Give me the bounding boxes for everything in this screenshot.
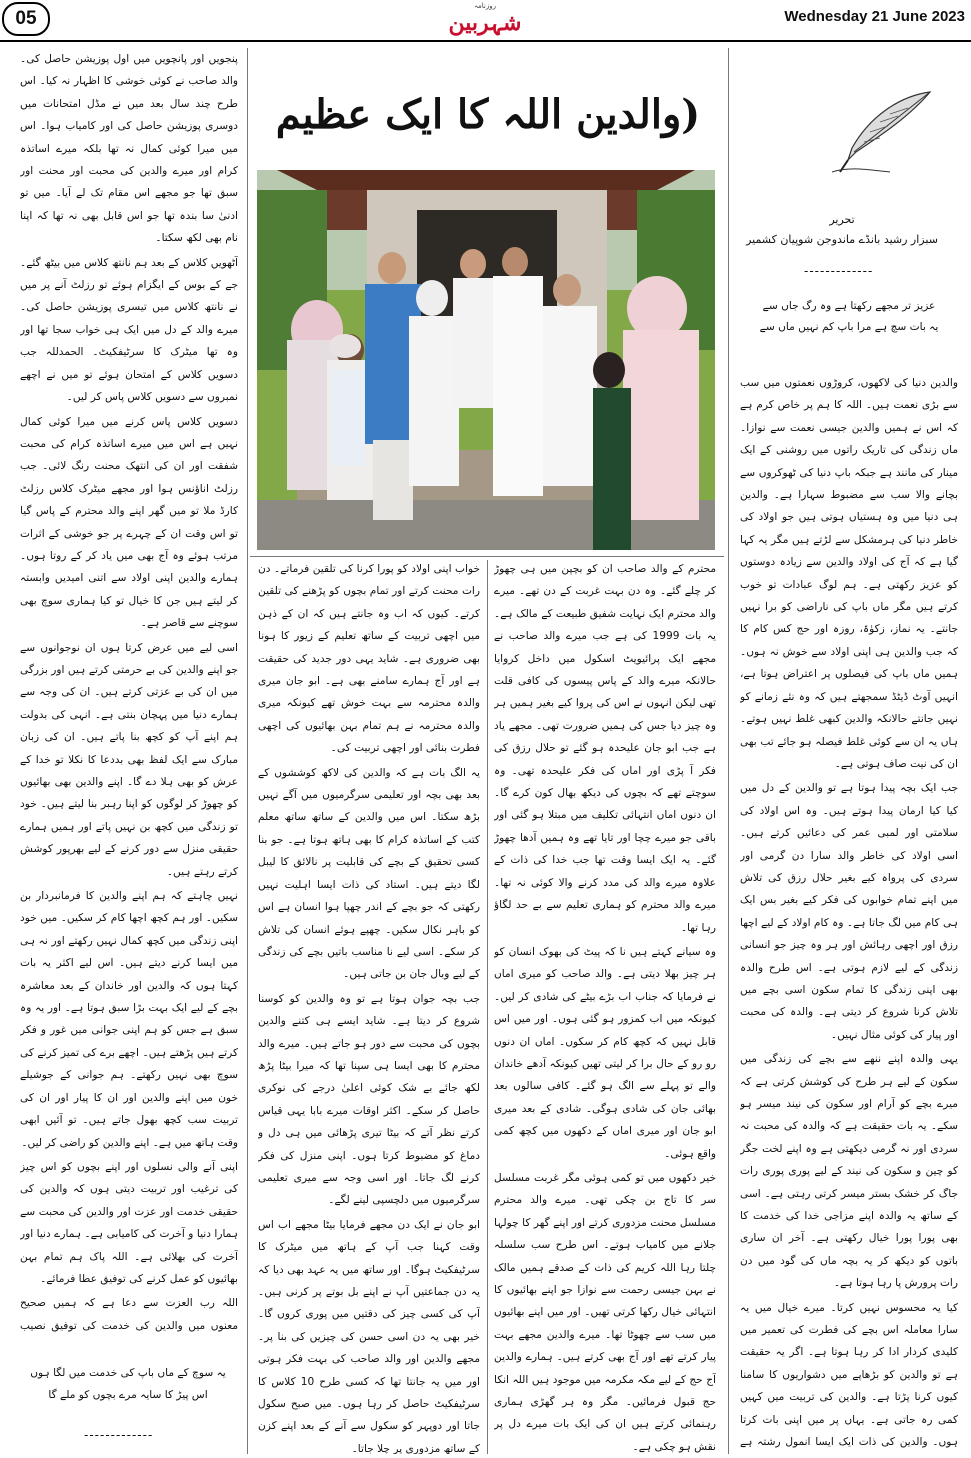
verse-line: یہ بات سچ ہے مرا باپ کم نہیں ماں سے bbox=[759, 321, 939, 333]
byline-author: سبزار رشید بانڈے ماندوجن شوپیان کشمیر bbox=[746, 233, 938, 246]
photo-rule bbox=[250, 556, 724, 557]
verse-block bbox=[742, 296, 956, 338]
paragraph: وہ سیانے کہتے ہیں نا کہ پیٹ کی بھوک انسان کو ہر چیز بھلا دیتی ہے۔ والد صاحب کو میری اماں نے فرمایا کہ جناب اب بڑے بیٹے کی شادی کر لیں۔ کیونکہ میں اب کمزور ہو گئی ہوں۔ اور میں اس قابل نہیں کہ کچھ کام کر سکوں۔ اماں ان دنوں رو رو کے حال برا کر لیتی تھیں کیونکہ آدھے خاندان والے تو پہلے سے الگ ہو گئے۔ کافی سالوں بعد بھائی جان کی شادی ہوگی۔ شادی کے بعد میری ابو جان اور میری اماں کے دکھوں میں کچھ کمی واقع ہوئی۔ bbox=[494, 945, 716, 1160]
article-column-right bbox=[740, 372, 958, 1454]
paragraph: اللہ رب العزت سے دعا ہے کہ ہمیں صحیح معنوں میں والدین کی خدمت کی توفیق نصیب bbox=[20, 1297, 238, 1332]
article-photo bbox=[257, 170, 715, 550]
paragraph: ابو جان نے ایک دن مجھے فرمایا بیٹا مجھے اب اس وقت کہنا جب آپ کے ہاتھ میں میٹرک کا سرٹیفکیٹ ہوگا۔ اور ساتھ میں یہ عہد بھی دیا کہ یہ دن جماعتیں آپ نے اپنے بل بوتے پر کرنی ہیں۔ آپ کی کسی چیز کی دقتیں میں پوری کروں گا۔ خیر بھی یہ دن اسی حسن کی چیزیں کی بنا پر۔ مجھے والدین اور والد صاحب کی بہت فکر ہوتی اور میں یہ جانتا تھا کہ کسی طرح 10 کلاس کا سرٹیفکیٹ حاصل کر رہا ہوں۔ میں صبح سکول جاتا اور دوپہر کو سکول سے آنے کے بعد اپنے کزن کے ساتھ مزدوری پر چلا جاتا۔ bbox=[258, 1218, 480, 1454]
article-column-mid-left bbox=[258, 558, 480, 1454]
issue-date: Wednesday 21 June 2023 bbox=[784, 8, 965, 25]
verse-line: عزیز تر مجھے رکھتا ہے وہ رگ جاں سے bbox=[762, 300, 936, 312]
article-column-mid-right bbox=[494, 558, 716, 1454]
paragraph: جب ایک بچہ پیدا ہوتا ہے تو والدین کے دل میں کیا کیا ارمان پیدا ہوتے ہیں۔ وہ اس اولاد کی سلامتی اور لمبی عمر کی دعائیں کرتے ہیں۔ اسی اولاد کی خاطر والد سارا دن گرمی اور سردی کی پرواہ کیے بغیر حلال رزق کی تلاش میں اپنے تمام خوابوں کی فکر کیے بغیر بس ایک ہی کام میں لگ جاتا ہے۔ وہ کام اولاد کے لیے اچھا رزق اور اچھی رہائش اور ہر وہ چیز جو انسانی زندگی کے لیے لازم ہوتی ہے۔ اس طرح والدہ بھی اپنی زندگی کا تمام سکون اسی بچے میں تلاش کرنا شروع کر دیتی ہے۔ والدہ کی محبت اور پیار کی کوئی مثال نہیں۔ bbox=[740, 782, 958, 1041]
page-number: 05 bbox=[2, 2, 50, 36]
article-column-left bbox=[20, 48, 238, 1338]
column-rule bbox=[487, 560, 488, 1454]
paragraph: دسویں کلاس پاس کرنے میں میرا کوئی کمال نہیں ہے اس میں میرے اساتذہ کرام کی محبت شفقت اور ان کی انتھک محنت رنگ لائی۔ جب رزلٹ اناؤنس ہوا اور مجھے میٹرک کلاس رزلٹ کارڈ ملا تو میں گھر اپنے والد محترم کے پاس گیا تو اس وقت ان کے چہرے پر جو خوشی کے اثرات مرتب ہوئے وہ آج بھی میں یاد کر کے روتا ہوں۔ ہمارے والدین اپنی اولاد سے اتنی امیدیں وابستہ کر لیتے ہیں جن کا خیال تو کیا ہماری سوچ بھی سوچنے سے قاصر ہے۔ bbox=[20, 415, 238, 630]
byline bbox=[742, 210, 942, 250]
quill-icon bbox=[830, 86, 940, 176]
paragraph: یہ الگ بات ہے کہ والدین کی لاکھ کوششوں کے بعد بھی بچہ اور تعلیمی سرگرمیوں میں آگے نہیں بڑھ سکتا۔ اس میں والدین کے ساتھ ساتھ معلم کتب کے اساتذہ کرام کا بھی ہاتھ ہوتا ہے۔ جو بنا کسی تحقیق کے بچے کی قابلیت پر نالائق کا لیبل لگا دیتے ہیں۔ استاد کی ذات ایسا اہلیت نہیں رکھتی کہ جو بچے کے اندر چھپا ہوا انسان ہے اس کو باہر نکال سکیں۔ چھپے ہوئے انسان کی تلاش کر سکے۔ اسی لیے نا مناسب باتیں بچے کی زندگی کے لیے وبال جان بن جاتی ہیں۔ bbox=[258, 766, 480, 981]
paragraph: آٹھویں کلاس کے بعد ہم نانتھ کلاس میں بیٹھ گئے۔ جے کے بوس کے ایگزام ہوئے تو رزلٹ آنے پر میں نے نانتھ کلاس میں تیسری پوزیشن حاصل کی۔ میرے والد کے دل میں ایک ہی خواب سجا تھا اور وہ تھا میٹرک کا سرٹیفکیٹ۔ الحمدللہ جب دسویں کلاس کے امتحان ہوئے تو میں نے اچھے نمبروں سے دسویں کلاس پاس کر لیں۔ bbox=[20, 256, 238, 404]
paragraph: نہیں چاہتے کہ ہم اپنے والدین کا فرمانبردار بن سکیں۔ اور ہم کچھ اچھا کام کر سکیں۔ میں خود اپنی زندگی میں کچھ کمال نہیں رکھتے اور نہ ہی میں ایسا کرنے دیتے ہیں۔ اس لیے اکثر یہ بات کہتا ہوں کہ والدین اور خاندان کے بعد معاشرہ بچے کے لیے ایک بہت بڑا سبق ہوتا ہے۔ اور یہ وہ سبق ہے جس کو ہم اپنی جوانی میں غور و فکر کرتے ہیں پڑھتے ہیں۔ اچھے برے کی تمیز کرنے کی سوچ بھی نہیں رکھتے۔ ہم جوانی کے جوشیلے خون میں اپنے والدین اور ان کا پیار اور ان کی تربیت سب کچھ بھول جاتے ہیں۔ تو آئیں ابھی وقت ہاتھ میں ہے۔ اپنے والدین کو راضی کر لیں۔ bbox=[20, 890, 238, 1149]
paragraph: خواب اپنی اولاد کو پورا کرنا کی تلقین فرماتے۔ دن رات محنت کرتے اور تمام بچوں کو پڑھنے کی تلقین کرتے۔ کیوں کہ اب وہ جانتے ہیں کہ ان کے ذہن میں اچھی تربیت کے ساتھ تعلیم کے زیور کا ہونا بھی ضروری ہے۔ شاید یہی دور جدید کی حقیقت ہے اور آج ہمارے سامنے بھی ہے۔ ابو جان میری والدہ محترمہ سے بہت خوش تھے کیونکہ میری والدہ محترمہ نے ہم تمام بہن بھائیوں کی اچھی فطرت بنائی اور اچھی تربیت کی۔ bbox=[258, 563, 480, 755]
paragraph: یہی والدہ اپنے ننھے سے بچے کی زندگی میں سکون کے لیے ہر طرح کی کوشش کرتی ہے کہ میرے بچے کو آرام اور سکون کی نیند میسر ہو سکے۔ یہ بات حقیقت ہے کہ والدہ کی محبت نہ سردی اور نہ گرمی دیکھتی ہے وہ اپنے لخت جگر کو چین و سکون کی نیند کے لیے پوری پوری رات جاگ کر خشک بستر میسر کرتی رہتی ہے۔ اسی کے ساتھ یہ والدہ اپنے مزاجی خدا کی خدمت کا بھی پورا پورا خیال رکھتی ہے۔ آخر ان ساری باتوں کو دیکھ کر یہ بچہ ماں کی گود میں دن رات پرورش پا رہا ہوتا ہے۔ bbox=[740, 1053, 958, 1290]
masthead bbox=[420, 2, 550, 38]
column-rule bbox=[728, 48, 729, 1454]
family-photo-image bbox=[257, 170, 715, 550]
separator-dashes: ------------- bbox=[804, 264, 874, 278]
paragraph: خیر دکھوں میں تو کمی ہوئی مگر غربت مسلسل سر کا تاج بن چکی تھی۔ میرے والد محترم مسلسل محنت مزدوری کرتے اور اپنے گھر کا چولہا جلانے میں کامیاب ہوتے۔ اس طرح سب سلسلہ چلتا رہا اللہ کریم کی ذات کے صدقے ہمیں مالک نے بہن جیسی رحمت سے نوازا جو اپنے بھائیوں کا انتہائی خیال رکھا کرتی تھیں۔ اور میں اپنے بھائیوں میں سب سے چھوٹا تھا۔ میرے والدین مجھے بہت پیار کرتے تھے اور آج بھی کرتے ہیں۔ ہمارے والدین آج حج کے لیے مکہ مکرمہ میں موجود ہیں اللہ انکا حج قبول فرمائیں۔ مگر وہ ہر گھڑی ہماری رہنمائی کرتے ہیں ان کی ایک بات میرے دل پر نقش ہو چکی ہے۔ bbox=[494, 1171, 716, 1453]
closing-dashes: ------------- bbox=[84, 1428, 154, 1442]
paragraph: اسی لیے میں عرض کرتا ہوں ان نوجوانوں سے جو اپنے والدین کی بے حرمتی کرتے ہیں اور بزرگی میں ان کی بے عزتی کرتے ہیں۔ ان کی وجہ سے ہمارے دنیا میں پہچان بنتی ہے۔ انہی کی بدولت ہم اپنے آپ کو کچھ بنا پاتے ہیں۔ ان کی زبان مبارک سے ایک لفظ بھی بددعا کا نکلا تو خدا کے عرش کو بھی ہلا دے گا۔ اپنے والدین بھی بھائیوں کو چھوڑ کر لوگوں کو اپنا رہبر بنا لیتے ہیں۔ خود تو زندگی میں کچھ بن نہیں پاتے اور ہمیں ہمارے حقیقی منزل سے دور کرنے کے لیے بھرپور کوشش کرتے رہتے ہیں۔ bbox=[20, 641, 238, 878]
closing-line: اس پیڑ کا سایہ مرے بچوں کو ملے گا bbox=[48, 1389, 208, 1401]
column-rule bbox=[247, 48, 248, 1454]
paragraph: اپنی آنے والی نسلوں اور اپنے بچوں کو اس چیز کی ترغیب اور تربیت دیتی ہوں کہ والدین کی حقیقی خدمت اور عزت اور والدین کی محبت سے ہمارا دنیا و آخرت کی کامیابی ہے۔ ہمارے دنیا اور آخرت کی بھلائی ہے۔ اللہ پاک ہم تمام بہن بھائیوں کو عمل کرنے کی توفیق عطا فرمائے۔ bbox=[20, 1160, 238, 1285]
closing-verse bbox=[20, 1362, 236, 1406]
masthead-tagline: روزنامہ bbox=[473, 2, 497, 10]
byline-label: تحریر bbox=[829, 213, 855, 226]
page-header bbox=[0, 0, 971, 42]
headline: (والدین اللہ کا ایک عظیم bbox=[275, 91, 701, 138]
paragraph: جب بچہ جوان ہوتا ہے تو وہ والدین کو کوسنا شروع کر دیتا ہے۔ شاید ایسے ہی کتنے والدین بچوں کی محبت سے دور ہو جاتے ہیں۔ میرے والد محترم کا بھی ایسا ہی سپنا تھا کہ میرا بیٹا پڑھ لکھ جائے بے شک کوئی اعلیٰ درجے کی نوکری حاصل کر سکے۔ اکثر اوقات میرے بابا یہی قیاس کرتے نظر آتے کہ بیٹا تیری پڑھائی میں ہی دل و دماغ کو مضبوط کرتا ہوں۔ اپنی منزل کی فکر کرنے لگ جاتا۔ اور اسی وجہ سے میری تعلیمی سرگرمیوں میں دلچسپی لینے لگے۔ bbox=[258, 992, 480, 1207]
paragraph: والدین دنیا کی لاکھوں، کروڑوں نعمتوں میں سب سے بڑی نعمت ہیں۔ اللہ کا ہم پر خاص کرم ہے کہ اس نے ہمیں والدین جیسی نعمت سے نوازا۔ ماں زندگی کی تاریک راتوں میں روشنی کے ایک مینار کی مانند ہے جبکہ باپ دنیا کی ٹھوکروں سے بچانے والا سب سے مضبوط سہارا ہے۔ والدین ہی دنیا میں وہ ہستیاں ہوتی ہیں جو اولاد کی خاطر دنیا کی ہرمشکل سے لڑتے ہیں مگر یہ کہا گیا ہے کہ آج کی اولاد والدین سے زیادہ دوستوں کو عزیز رکھتی ہے۔ ہم لوگ عبادات تو خوب کرتے ہیں مگر ماں باپ کی ناراضی کو برا نہیں جانتے۔ یہ نماز، زکوٰۃ، روزہ اور حج کس کام کا کہ جب والدین ہی اپنی اولاد سے خوش نہ ہوں۔ ہمیں ماں باپ کی فیصلوں پر اعتراض ہوتا ہے، انہیں آوٹ ڈیٹڈ سمجھتے ہیں کہ وہ نئے زمانے کو نہیں جانتے حالانکہ والدین کبھی غلط نہیں ہوتے۔ ہاں یہ ان سے کوئی غلط فیصلہ ہو جائے تب بھی ان کی نیت صاف ہوتی ہے۔ bbox=[740, 377, 958, 770]
closing-line: یہ سوچ کے ماں باپ کی خدمت میں لگا ہوں bbox=[30, 1367, 226, 1379]
paragraph: پنجویں اور پانچویں میں اول پوزیشن حاصل کی۔ والد صاحب نے کوئی خوشی کا اظہار نہ کیا۔ اس طرح چند سال بعد میں نے مڈل امتحانات میں دوسری پوزیشن حاصل کی اور کامیاب ہوا۔ اس میں میرا کوئی کمال نہ تھا بلکہ میرے اساتذہ کرام اور میرے والدین کی محبت اور محنت اور سبق تھا جو مجھے اس مقام تک لے آیا۔ میں تو ادنیٰ سا بندہ تھا جو اس قابل بھی نہ تھا کہ اپنا نام بھی لکھ سکتا۔ bbox=[20, 53, 238, 245]
paragraph: کیا یہ محسوس نہیں کرتا۔ میرے خیال میں یہ سارا معاملہ اس بچے کی فطرت کی تعمیر میں کلیدی کردار ادا کر رہا ہوتا ہے۔ اگر یہ حقیقت ہے تو والدین کو بڑھاپے میں دشواریوں کا سامنا کیوں کرنا پڑتا ہے۔ والدین کی تربیت میں کہیں کمی رہ جاتی ہے۔ یہاں پر میں اپنی بات کرتا ہوں۔ والدین کی ذات ایک ایسا انمول رشتہ ہے bbox=[740, 1301, 958, 1449]
masthead-logo: شہربین bbox=[448, 10, 522, 36]
paragraph: محترم کے والد صاحب ان کو بچپن میں ہی چھوڑ کر چلے گئے۔ وہ دن بہت غربت کے دن تھے۔ میرے والد محترم ایک نہایت شفیق طبیعت کے مالک ہے۔ یہ بات 1999 کی ہے جب میرے والد صاحب نے مجھے ایک پرائیویٹ اسکول میں داخل کروایا حالانکہ میرے والد کے پاس پیسوں کی کافی قلت تھی لیکن انہوں نے اس کی پروا کیے بغیر ہمیں ہر وہ چیز دیا جس کی ہمیں ضرورت تھی۔ مجھے یاد ہے جب ابو جان علیحدہ ہو گئے تو حلال رزق کی فکر آ پڑی اور اماں کی فکر علیحدہ تھی۔ وہ سوچتے تھے کہ بچوں کی دیکھ بھال کون کرے گا۔ ان دنوں اماں انتہائی تکلیف میں مبتلا ہو گئی اور باقی جو میرے چچا اور تایا تھے وہ ہمیں آدھا چھوڑ گئے۔ یہ ایک ایسا وقت تھا جب خدا کی ذات کے علاوہ میرے والد کی مدد کرنے والا کوئی نہ تھا۔ میرے والد محترم کو ہماری تعلیم سے بے حد لگاؤ رہا تھا۔ bbox=[494, 563, 716, 934]
